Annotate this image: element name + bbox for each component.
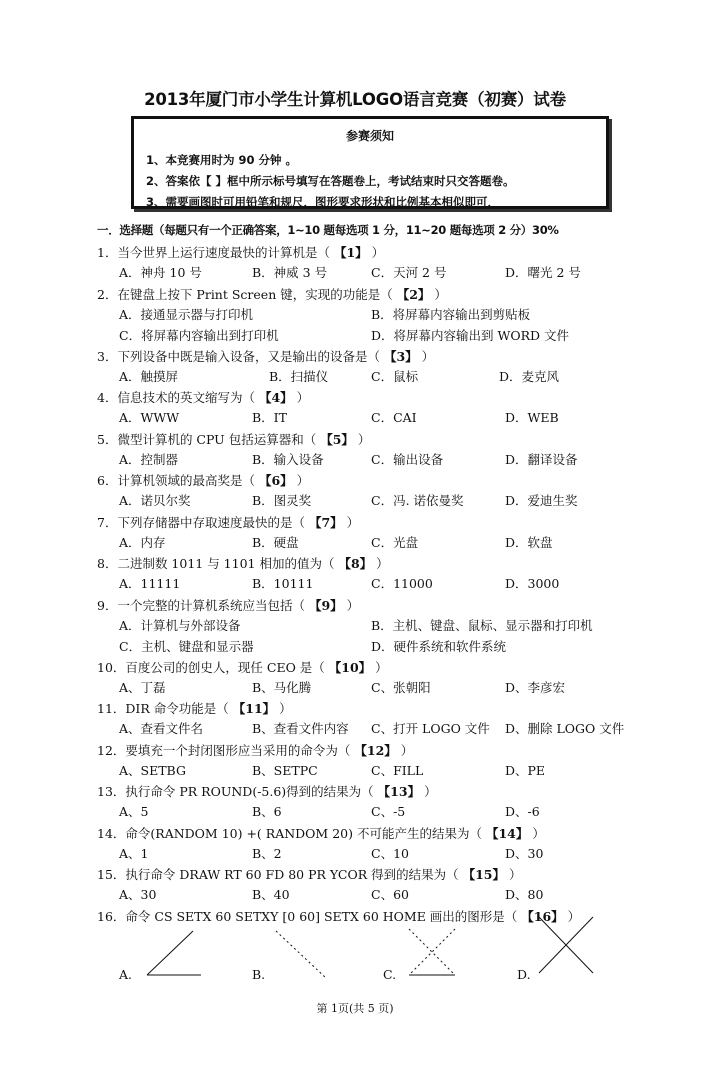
- option-a: A、SETBG: [119, 762, 186, 778]
- option-b: B．将屏幕内容输出到剪贴板: [371, 306, 531, 322]
- option-c: C．冯. 诺依曼奖: [371, 493, 464, 508]
- answer-blank: 【5】: [320, 431, 354, 447]
- section-heading: 一．选择题（每题只有一个正确答案，1~10 题每选项 1 分，11~20 题每选项 2 分）30%: [97, 223, 559, 237]
- option-b: B．10111: [252, 576, 314, 591]
- answer-blank: 【10】: [328, 659, 372, 675]
- question-stem: 14．命令(RANDOM 10) +( RANDOM 20) 不可能产生的结果为（ 【14】 ）: [97, 825, 545, 841]
- question-stem: 10．百度公司的创史人，现任 CEO 是（ 【10】 ）: [97, 659, 388, 675]
- option-a: A．神舟 10 号: [119, 265, 202, 280]
- option-b: B．扫描仪: [269, 368, 329, 384]
- answer-blank: 【3】: [383, 348, 418, 364]
- question-stem: 11．DIR 命令功能是（ 【11】 ）: [97, 701, 292, 716]
- option-d: D．翻译设备: [505, 451, 578, 467]
- question: [97, 741, 657, 783]
- option-d: D．WEB: [505, 410, 559, 425]
- option-c: C．鼠标: [371, 368, 419, 384]
- option-c: C、-5: [371, 804, 406, 819]
- answer-blank: 【8】: [338, 556, 373, 571]
- option-b: B、查看文件内容: [252, 721, 349, 736]
- option-a: A.: [119, 966, 133, 982]
- option-d: D、删除 LOGO 文件: [505, 721, 625, 736]
- question: [97, 347, 657, 389]
- question: [97, 388, 657, 430]
- answer-blank: 【4】: [258, 390, 293, 405]
- question-stem: 8．二进制数 1011 与 1101 相加的值为（ 【8】 ）: [97, 556, 389, 571]
- option-b: B、马化腾: [252, 679, 312, 695]
- question-stem: 15．执行命令 DRAW RT 60 FD 80 PR YCOR 得到的结果为（ 【15】 ）: [97, 867, 522, 882]
- question: [97, 596, 657, 658]
- option-b: B．硬盘: [252, 534, 299, 550]
- option-b: B．主机、键盘、鼠标、显示器和打印机: [371, 617, 593, 633]
- option-a: A．计算机与外部设备: [119, 617, 241, 633]
- answer-blank: 【2】: [396, 286, 431, 302]
- option-c: C．光盘: [371, 534, 419, 550]
- option-d: D．麦克风: [499, 368, 560, 384]
- option-d: D．将屏幕内容输出到 WORD 文件: [371, 327, 569, 343]
- question-list: [97, 243, 657, 1007]
- question-stem: 7．下列存储器中存取速度最快的是（ 【7】 ）: [97, 514, 360, 530]
- option-d: D、PE: [505, 762, 546, 778]
- option-c: C、FILL: [371, 762, 424, 778]
- question: [97, 471, 657, 513]
- option-a: A．诺贝尔奖: [119, 493, 191, 508]
- option-c: C．输出设备: [371, 451, 444, 467]
- option-d: D．3000: [505, 576, 560, 591]
- option-a: A、1: [119, 845, 149, 861]
- question-stem: 9．一个完整的计算机系统应当包括（ 【9】 ）: [97, 597, 360, 613]
- option-a: A、5: [119, 804, 149, 819]
- answer-blank: 【12】: [354, 742, 397, 758]
- option-b: B、2: [252, 845, 282, 861]
- option-a: A．接通显示器与打印机: [119, 306, 254, 322]
- option-b: B、40: [252, 887, 290, 902]
- option-a: A、查看文件名: [119, 721, 204, 736]
- option-c: C、60: [371, 887, 409, 902]
- option-c: C、打开 LOGO 文件: [371, 721, 490, 736]
- option-c: C．将屏幕内容输出到打印机: [119, 327, 279, 343]
- option-c: C、张朝阳: [371, 679, 431, 695]
- answer-blank: 【9】: [308, 597, 343, 613]
- option-b: B、SETPC: [252, 762, 318, 778]
- option-a: A、丁磊: [119, 679, 166, 695]
- question: [97, 907, 657, 1007]
- page-footer: 第 1页(共 5 页): [316, 1002, 394, 1015]
- question: [97, 782, 657, 824]
- question-stem: 12．要填充一个封闭图形应当采用的命令为（ 【12】 ）: [97, 742, 414, 758]
- figure-d: [537, 915, 597, 977]
- option-b: B．图灵奖: [252, 493, 312, 508]
- answer-blank: 【1】: [333, 245, 368, 260]
- option-c: C、10: [371, 845, 409, 861]
- notice-title: 参赛须知: [345, 129, 394, 143]
- question-stem: 3．下列设备中既是输入设备，又是输出的设备是（ 【3】 ）: [97, 348, 435, 364]
- notice-box: [131, 116, 609, 209]
- answer-blank: 【16】: [521, 908, 564, 924]
- question: [97, 658, 657, 700]
- figure-b: [273, 929, 333, 989]
- option-d: D．硬件系统和软件系统: [371, 638, 507, 654]
- answer-blank: 【7】: [308, 514, 343, 530]
- question-stem: 16．命令 CS SETX 60 SETXY [0 60] SETX 60 HOME 画出的图形是（ 【16】 ）: [97, 908, 581, 924]
- question: [97, 430, 657, 472]
- option-d: D、-6: [505, 804, 540, 819]
- option-d: D、李彦宏: [505, 679, 566, 695]
- notice-item: 1、本竞赛用时为 90 分钟 。: [146, 153, 298, 167]
- option-b: B、6: [252, 804, 282, 819]
- figure-c: [403, 927, 463, 987]
- option-b: B．神威 3 号: [252, 265, 328, 280]
- question: [97, 243, 657, 285]
- answer-blank: 【15】: [462, 867, 506, 882]
- option-d: D.: [517, 966, 531, 982]
- option-d: D．爱迪生奖: [505, 493, 578, 508]
- option-c: C.: [383, 966, 397, 982]
- question: [97, 554, 657, 596]
- answer-blank: 【14】: [485, 825, 529, 841]
- question-stem: 6．计算机领域的最高奖是（ 【6】 ）: [97, 473, 310, 488]
- answer-blank: 【13】: [377, 784, 421, 799]
- question-stem: 5．微型计算机的 CPU 包括运算器和（ 【5】 ）: [97, 431, 371, 447]
- figure-a: [145, 929, 205, 989]
- option-c: C．CAI: [371, 410, 417, 425]
- question: [97, 865, 657, 907]
- option-d: D、30: [505, 845, 544, 861]
- option-d: D、80: [505, 887, 544, 902]
- option-a: A．控制器: [119, 451, 179, 467]
- option-a: A．触摸屏: [119, 368, 179, 384]
- question: [97, 285, 657, 347]
- question-stem: 2．在键盘上按下 Print Screen 键，实现的功能是（ 【2】 ）: [97, 286, 447, 302]
- option-b: B．输入设备: [252, 451, 324, 467]
- option-a: A．WWW: [119, 410, 180, 425]
- option-d: D．软盘: [505, 534, 553, 550]
- option-c: C．天河 2 号: [371, 265, 447, 280]
- notice-item: 2、答案依【 】框中所示标号填写在答题卷上，考试结束时只交答题卷。: [146, 174, 515, 188]
- question: [97, 824, 657, 866]
- question-stem: 4．信息技术的英文缩写为（ 【4】 ）: [97, 390, 310, 405]
- option-c: C．主机、键盘和显示器: [119, 638, 254, 654]
- question-stem: 13．执行命令 PR ROUND(-5.6)得到的结果为（ 【13】 ）: [97, 784, 437, 799]
- question: [97, 513, 657, 555]
- option-b: B．IT: [252, 410, 287, 425]
- option-a: A．内存: [119, 534, 166, 550]
- question: [97, 699, 657, 741]
- option-b: B.: [252, 966, 266, 982]
- answer-blank: 【6】: [258, 473, 293, 488]
- option-a: A、30: [119, 887, 157, 902]
- notice-item: 3、需要画图时可用铅笔和规尺．图形要求形状和比例基本相似即可．: [146, 195, 499, 209]
- answer-blank: 【11】: [232, 701, 276, 716]
- page-title: 2013年厦门市小学生计算机LOGO语言竞赛（初赛）试卷: [144, 90, 566, 109]
- question-stem: 1．当今世界上运行速度最快的计算机是（ 【1】 ）: [97, 245, 385, 260]
- option-a: A．11111: [119, 576, 181, 591]
- option-d: D．曙光 2 号: [505, 265, 581, 280]
- option-c: C．11000: [371, 576, 433, 591]
